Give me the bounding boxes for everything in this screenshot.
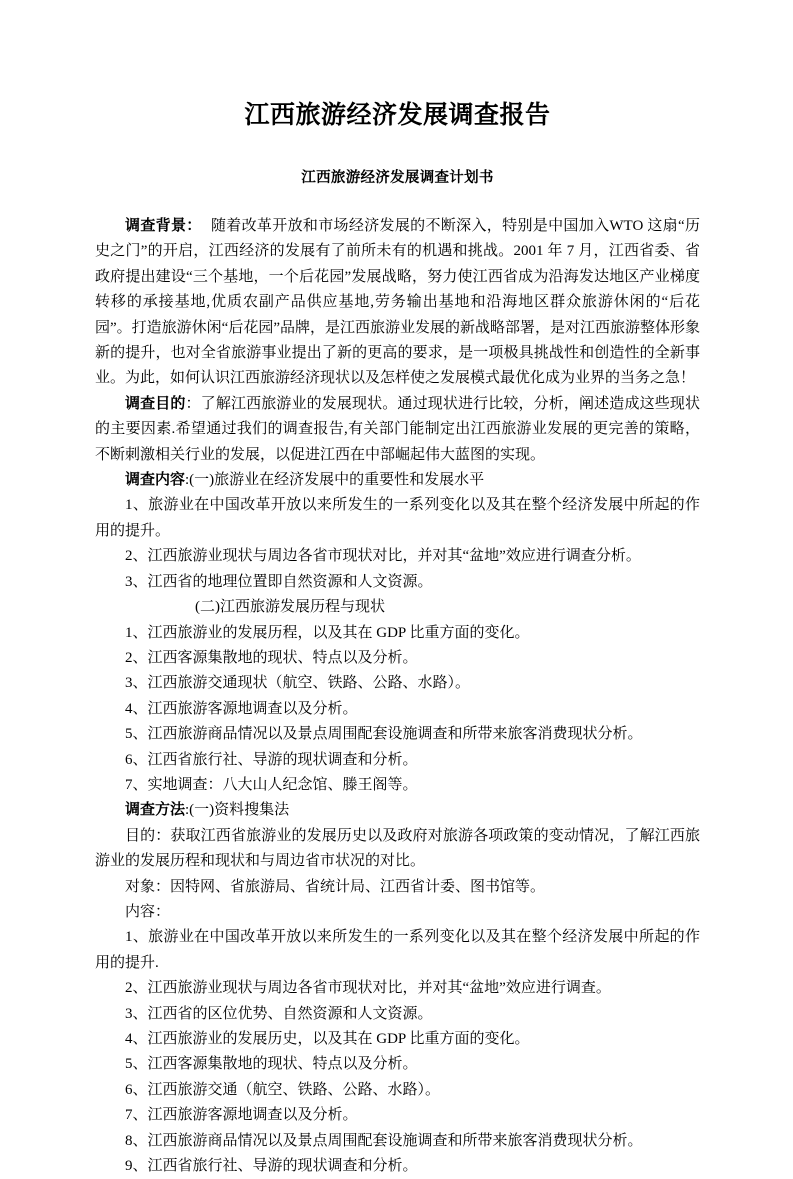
list-item: 2、江西旅游业现状与周边各省市现状对比，并对其“盆地”效应进行调查分析。: [125, 548, 641, 565]
list-item: 1、旅游业在中国改革开放以来所发生的一系列变化以及其在整个经济发展中所起的作用的提升。: [95, 497, 700, 539]
purpose-label: 调查目的: [125, 395, 186, 412]
background-text: 随着改革开放和市场经济发展的不断深入，特别是中国加入WTO 这扇“历史之门”的开启，江西经济的发展有了前所未有的机遇和挑战。2001 年 7 月，江西省委、省政府提出建设“三个基地，一个后花园”发展战略，努力使江西省成为沿海发达地区产业梯度转移的承接基地,优质农副产品供应基地,劳务输出基地和沿海地区群众旅游休闲的“后花园”。打造旅游休闲“后花园”品牌，是江西旅游业发展的新战略部署，是对江西旅游整体形象新的提升，也对全省旅游事业提出了新的更高的要求，是一项极具挑战性和创造性的全新事业。为此，如何认识江西旅游经济现状以及怎样使之发展模式最优化成为业界的当务之急！: [95, 218, 700, 387]
list-item: 7、实地调查：八大山人纪念馆、滕王阁等。: [125, 776, 418, 793]
methods-heading-one: :(一)资料搜集法: [185, 802, 290, 819]
list-item: 4、江西旅游客源地调查以及分析。: [125, 700, 358, 717]
list-item: 3、江西省的地理位置即自然资源和人文资源。: [125, 573, 433, 590]
contents-heading-one: :(一)旅游业在经济发展中的重要性和发展水平: [185, 472, 485, 489]
purpose-text: ：了解江西旅游业的发展现状。通过现状进行比较，分析，阐述造成这些现状的主要因素.希望通过我们的调查报告,有关部门能制定出江西旅游业发展的更完善的策略，不断刺激相关行业的发展，以促进江西在中部崛起伟大蓝图的实现。: [95, 395, 700, 463]
page-title: 江西旅游经济发展调查报告: [244, 101, 551, 129]
list-item: 1、旅游业在中国改革开放以来所发生的一系列变化以及其在整个经济发展中所起的作用的提升.: [95, 929, 700, 971]
list-item: 7、江西旅游客源地调查以及分析。: [125, 1107, 358, 1124]
background-label: 调查背景：: [125, 218, 202, 234]
paragraph-contents-heading: [95, 468, 700, 493]
methods-object-line: 对象：因特网、省旅游局、省统计局、江西省计委、图书馆等。: [125, 878, 546, 895]
list-item: 2、江西客源集散地的现状、特点以及分析。: [125, 649, 418, 666]
document-content: [95, 0, 700, 1179]
list-item: 9、江西省旅行社、导游的现状调查和分析。: [125, 1158, 418, 1175]
list-item: 5、江西客源集散地的现状、特点以及分析。: [125, 1056, 418, 1073]
paragraph-methods-heading: [95, 798, 700, 823]
paragraph-purpose: [95, 392, 700, 468]
methods-content-label: 内容：: [125, 903, 171, 920]
list-item: 3、江西省的区位优势、自然资源和人文资源。: [125, 1005, 433, 1022]
document-subtitle: 江西旅游经济发展调查计划书: [301, 170, 494, 186]
document-body: [95, 188, 700, 1179]
list-item: 3、江西旅游交通现状（航空、铁路、公路、水路）。: [125, 675, 471, 692]
list-item: 5、江西旅游商品情况以及景点周围配套设施调查和所带来旅客消费现状分析。: [125, 726, 643, 743]
contents-heading-two: (二)江西旅游发展历程与现状: [195, 599, 385, 616]
list-item: 4、江西旅游业的发展历史，以及其在 GDP 比重方面的变化。: [125, 1031, 530, 1047]
list-item: 1、江西旅游业的发展历程，以及其在 GDP 比重方面的变化。: [125, 624, 530, 641]
methods-purpose-line: 目的：获取江西省旅游业的发展历史以及政府对旅游各项政策的变动情况，了解江西旅游业的发展历程和现状和与周边省市状况的对比。: [95, 827, 700, 870]
list-item: 8、江西旅游商品情况以及景点周围配套设施调查和所带来旅客消费现状分析。: [125, 1132, 643, 1149]
methods-label: 调查方法: [125, 802, 186, 819]
list-item: 6、江西省旅行社、导游的现状调查和分析。: [125, 751, 418, 768]
list-item: 2、江西旅游业现状与周边各省市现状对比，并对其“盆地”效应进行调查。: [125, 980, 611, 997]
list-item: 6、江西旅游交通（航空、铁路、公路、水路）。: [125, 1081, 441, 1098]
paragraph-background: [95, 214, 700, 392]
contents-label: 调查内容: [125, 472, 186, 489]
